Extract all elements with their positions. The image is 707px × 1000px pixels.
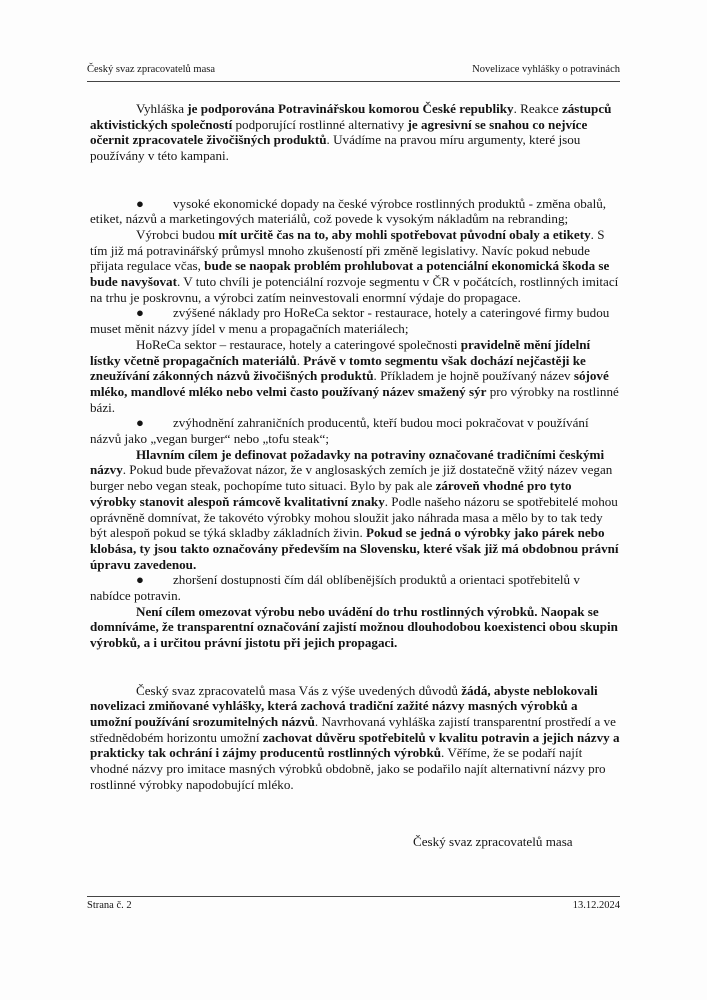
header-document-title: Novelizace vyhlášky o potravinách <box>472 64 620 75</box>
paragraph-support: Vyhláška je podporována Potravinářskou komorou České republiky. Reakce zástupců aktivistických společností podporující rostlinné alternativy je agresivní se snahou co nejvíce očernit zpracovatele živočišných produktů. Uvádíme na pravou míru argumenty, které jsou používány v této kampani. <box>90 101 612 164</box>
signature: Český svaz zpracovatelů masa <box>413 834 573 849</box>
bullet-icon: ● <box>136 305 144 321</box>
paragraph-request: Český svaz zpracovatelů masa Vás z výše uvedených důvodů žádá, abyste neblokovali novelizaci zmiňované vyhlášky, která zachová tradiční zažité názvy masných výrobků a umožní používání srozumitelných názvů. Navrhovaná vyhláška zajistí transparentní prostředí a ve střednědobém horizontu umožní zachovat důvěru spotřebitelů v kvalitu potravin a jejich názvy a prakticky tak ochrání i zájmy producentů rostlinných výrobků. Věříme, že se podaří najít vhodné názvy pro imitace masných výrobků obdobně, jako se podařilo najít alternativní názvy pro rostlinné výrobky napodobující mléko. <box>90 682 620 792</box>
bullet-icon: ● <box>136 572 144 588</box>
bullet-item-availability: ● zhoršení dostupnosti čím dál oblíbenějších produktů a orientaci spotřebitelů v nabídce potravin. <box>90 572 580 604</box>
bullet-item-horeca: ● zvýšené náklady pro HoReCa sektor - restaurace, hotely a cateringové firmy budou muset měnit názvy jídel v menu a propagačních materiálech; <box>90 305 610 337</box>
document-body <box>90 101 620 793</box>
bullet-icon: ● <box>136 195 144 211</box>
bullet-item-costs: ● vysoké ekonomické dopady na české výrobce rostlinných produktů - změna obalů, etiket, názvů a marketingových materiálů, což povede k vysokým nákladům na rebranding; <box>90 195 607 227</box>
page-number: Strana č. 2 <box>87 900 132 911</box>
paragraph-coexistence: Není cílem omezovat výrobu nebo uvádění do trhu rostlinných výrobků. Naopak se domníváme, že transparentní označování zajistí možnou dlouhodobou koexistenci obou skupin výrobků, a i určitou právní jistotu při jejich propagaci. <box>90 603 618 651</box>
bullet-item-foreign: ● zvýhodnění zahraničních producentů, kteří budou moci pokračovat v používání názvů jako „vegan burger“ nebo „tofu steak“; <box>90 415 589 447</box>
paragraph-producers: Výrobci budou mít určitě čas na to, aby mohli spotřebovat původní obaly a etikety. S tím již má potravinářský průmysl mnoho zkušeností při změně legislativy. Navíc pokud nebude přijata regulace včas, bude se naopak problém prohlubovat a potenciální ekonomická škoda se bude navyšovat. V tuto chvíli je potenciální rozvoje segmentu v ČR v počátcích, rostlinných imitací na trhu je poskrovnu, a výrobci zatím neinvestovali enormní výdaje do propagace. <box>90 226 619 305</box>
footer-divider <box>87 896 620 897</box>
document-date: 13.12.2024 <box>572 900 620 911</box>
header-divider <box>87 81 620 82</box>
paragraph-horeca: HoReCa sektor – restaurace, hotely a cateringové společnosti pravidelně mění jídelní lístky včetně propagačních materiálů. Právě v tomto segmentu však dochází nejčastěji ke zneužívání zákonných názvů živočišných produktů. Příkladem je hojně používaný název sójové mléko, mandlové mléko nebo velmi často používaný název smažený sýr pro výrobky na rostlinné bázi. <box>90 336 619 415</box>
paragraph-goal: Hlavním cílem je definovat požadavky na potraviny označované tradičními českými názvy. Pokud bude převažovat názor, že v anglosaských zemích je již dostatečně vžitý název vegan burger nebo vegan steak, pochopíme tuto situaci. Bylo by pak ale zároveň vhodné pro tyto výrobky stanovit alespoň rámcově kvalitativní znaky. Podle našeho názoru se spotřebitelé mohou oprávněně domnívat, že takovéto výrobky mohou sloužit jako náhrada masa a mělo by to tak tedy být alespoň pokud se týká skladby základních živin. Pokud se jedná o výrobky jako párek nebo klobása, ty jsou takto označovány především na Slovensku, které však již má obdobnou právní úpravu zavedenou. <box>90 446 619 572</box>
bullet-icon: ● <box>136 415 144 431</box>
header-organization: Český svaz zpracovatelů masa <box>87 64 215 75</box>
